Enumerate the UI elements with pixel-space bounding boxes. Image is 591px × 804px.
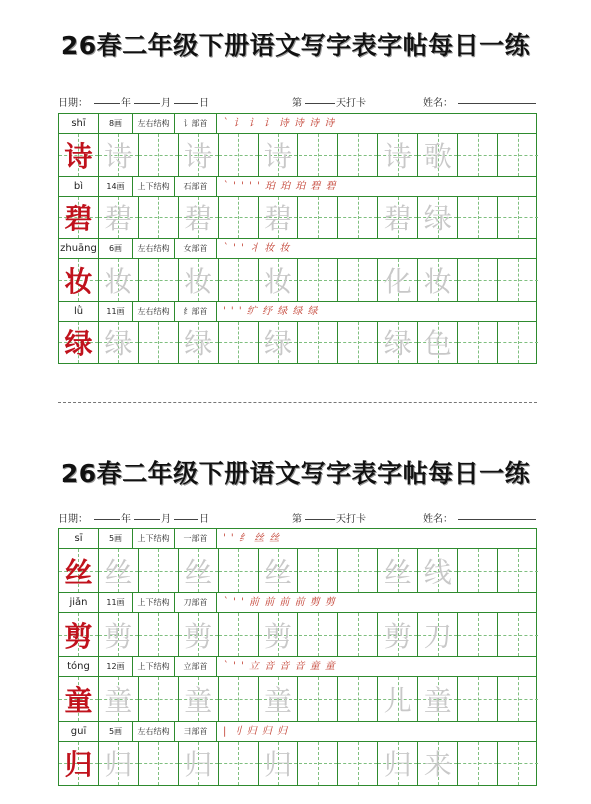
radical: 刀部首 — [175, 593, 217, 613]
date-label: 日期： — [58, 514, 88, 525]
practice-box[interactable] — [139, 197, 179, 239]
stroke-count: 12画 — [99, 657, 133, 677]
date-label: 日期： — [58, 98, 88, 109]
practice-box[interactable] — [259, 259, 299, 301]
model-character: 诗 — [64, 139, 93, 173]
header-fields — [58, 94, 538, 112]
model-box — [59, 259, 99, 301]
word-character: 归 — [383, 748, 412, 782]
pinyin: sī — [59, 529, 99, 549]
name-label: 姓名： — [423, 514, 453, 525]
practice-box[interactable] — [99, 322, 139, 364]
pinyin: shī — [59, 114, 99, 134]
practice-box[interactable] — [139, 259, 179, 301]
practice-box[interactable] — [179, 613, 219, 656]
model-box — [59, 613, 99, 656]
practice-box[interactable] — [139, 549, 179, 592]
practice-box[interactable] — [179, 677, 219, 720]
writing-row — [59, 259, 536, 302]
practice-box[interactable] — [378, 197, 418, 239]
practice-box[interactable] — [219, 134, 259, 176]
practice-box[interactable] — [378, 549, 418, 592]
structure: 上下结构 — [133, 657, 175, 677]
word-character: 歌 — [423, 139, 452, 173]
practice-box[interactable] — [498, 197, 538, 239]
practice-box[interactable] — [338, 322, 378, 364]
trace-character: 绿 — [104, 327, 133, 361]
model-character: 绿 — [64, 327, 93, 361]
practice-box[interactable] — [498, 613, 538, 656]
practice-box[interactable] — [179, 742, 219, 785]
word-character: 童 — [423, 683, 452, 717]
writing-row — [59, 197, 536, 240]
practice-box[interactable] — [99, 677, 139, 720]
radical: 纟部首 — [175, 302, 217, 322]
practice-box[interactable] — [299, 549, 339, 592]
stroke-order: ' ' ' 纩 纾 绿 绿 绿 — [223, 305, 319, 317]
practice-box[interactable] — [498, 549, 538, 592]
year-label: 年 — [121, 98, 131, 109]
stroke-count: 11画 — [99, 593, 133, 613]
practice-box[interactable] — [498, 134, 538, 176]
day-label: 日 — [199, 98, 209, 109]
radical: 讠部首 — [175, 114, 217, 134]
practice-box[interactable] — [219, 677, 259, 720]
character-block — [59, 593, 536, 657]
practice-box[interactable] — [299, 742, 339, 785]
worksheet-title: 26春二年级下册语文写字表字帖每日一练 — [60, 459, 531, 488]
practice-box[interactable] — [139, 677, 179, 720]
word-character: 绿 — [383, 327, 412, 361]
stroke-count: 11画 — [99, 302, 133, 322]
practice-box[interactable] — [259, 549, 299, 592]
word-character: 碧 — [383, 202, 412, 236]
practice-box[interactable] — [338, 197, 378, 239]
practice-box[interactable] — [378, 322, 418, 364]
practice-box[interactable] — [418, 613, 458, 656]
practice-box[interactable] — [99, 134, 139, 176]
stroke-order: ` 讠 讠 讠 诗 诗 诗 诗 — [223, 118, 336, 129]
writing-row — [59, 613, 536, 657]
name-label: 姓名： — [423, 98, 453, 109]
model-character: 剪 — [64, 619, 93, 653]
word-character: 来 — [423, 748, 452, 782]
pinyin: bì — [59, 177, 99, 197]
practice-box[interactable] — [458, 677, 498, 720]
character-info-row — [59, 302, 536, 322]
practice-box[interactable] — [338, 677, 378, 720]
trace-character: 妆 — [104, 264, 133, 298]
practice-box[interactable] — [498, 677, 538, 720]
model-character: 妆 — [64, 264, 93, 298]
writing-row — [59, 134, 536, 177]
month-label: 月 — [161, 98, 171, 109]
character-info-row — [59, 722, 536, 742]
practice-box[interactable] — [418, 134, 458, 176]
stroke-count: 5画 — [99, 529, 133, 549]
stroke-order: | 刂 归 归 归 — [223, 725, 289, 737]
stroke-count: 8画 — [99, 114, 133, 134]
practice-box[interactable] — [458, 549, 498, 592]
practice-box[interactable] — [299, 677, 339, 720]
practice-box[interactable] — [338, 742, 378, 785]
practice-box[interactable] — [99, 613, 139, 656]
trace-character: 诗 — [104, 139, 133, 173]
pinyin: zhuāng — [59, 239, 99, 259]
checkin-label: 天打卡 — [336, 98, 366, 109]
stroke-order: ` ' ' 立 音 音 音 童 童 — [223, 661, 336, 673]
practice-box[interactable] — [299, 613, 339, 656]
character-block — [59, 722, 536, 786]
word-character: 丝 — [383, 555, 412, 589]
practice-box[interactable] — [378, 134, 418, 176]
practice-box[interactable] — [418, 549, 458, 592]
trace-character: 丝 — [264, 555, 293, 589]
word-character: 儿 — [383, 683, 412, 717]
pinyin: lǜ — [59, 302, 99, 322]
character-info-row — [59, 239, 536, 259]
stroke-order: ` ' ' 前 前 前 前 剪 剪 — [223, 597, 336, 609]
pinyin: tóng — [59, 657, 99, 677]
structure: 左右结构 — [133, 239, 175, 259]
model-box — [59, 549, 99, 592]
radical: 立部首 — [175, 657, 217, 677]
practice-box[interactable] — [139, 742, 179, 785]
practice-box[interactable] — [458, 742, 498, 785]
practice-box[interactable] — [179, 197, 219, 239]
structure: 左右结构 — [133, 722, 175, 742]
model-character: 童 — [64, 683, 93, 717]
model-character: 归 — [64, 748, 93, 782]
practice-box[interactable] — [498, 259, 538, 301]
di-label: 第 — [292, 98, 302, 109]
trace-character: 童 — [184, 683, 213, 717]
practice-box[interactable] — [99, 549, 139, 592]
practice-box[interactable] — [458, 613, 498, 656]
trace-character: 诗 — [184, 139, 213, 173]
word-character: 妆 — [423, 264, 452, 298]
worksheet-title: 26春二年级下册语文写字表字帖每日一练 — [60, 31, 531, 60]
practice-box[interactable] — [99, 197, 139, 239]
checkin-label: 天打卡 — [336, 514, 366, 525]
practice-box[interactable] — [458, 322, 498, 364]
practice-box[interactable] — [418, 259, 458, 301]
header-fields — [58, 510, 538, 528]
trace-character: 归 — [184, 748, 213, 782]
word-character: 线 — [423, 555, 452, 589]
practice-box[interactable] — [259, 613, 299, 656]
practice-box[interactable] — [259, 197, 299, 239]
pinyin: guī — [59, 722, 99, 742]
character-block — [59, 302, 536, 365]
practice-box[interactable] — [458, 259, 498, 301]
stroke-count: 14画 — [99, 177, 133, 197]
stroke-order: ' ' 纟 丝 丝 — [223, 533, 281, 544]
practice-grid — [58, 113, 537, 364]
cut-line — [58, 402, 537, 403]
practice-box[interactable] — [99, 742, 139, 785]
character-info-row — [59, 593, 536, 613]
practice-box[interactable] — [179, 322, 219, 364]
character-info-row — [59, 114, 536, 134]
practice-box[interactable] — [99, 259, 139, 301]
practice-box[interactable] — [299, 197, 339, 239]
character-block — [59, 177, 536, 240]
trace-character: 碧 — [264, 202, 293, 236]
practice-box[interactable] — [219, 322, 259, 364]
character-block — [59, 239, 536, 302]
model-character: 碧 — [64, 202, 93, 236]
writing-row — [59, 742, 536, 786]
stroke-order: ` ' ' 丬 妆 妆 — [223, 243, 291, 254]
character-block — [59, 657, 536, 721]
character-info-row — [59, 657, 536, 677]
structure: 上下结构 — [133, 593, 175, 613]
day-label: 日 — [199, 514, 209, 525]
year-label: 年 — [121, 514, 131, 525]
practice-box[interactable] — [418, 742, 458, 785]
trace-character: 丝 — [184, 555, 213, 589]
word-character: 剪 — [383, 619, 412, 653]
model-box — [59, 677, 99, 720]
pinyin: jiǎn — [59, 593, 99, 613]
model-box — [59, 134, 99, 176]
practice-box[interactable] — [139, 134, 179, 176]
word-character: 诗 — [383, 139, 412, 173]
character-block — [59, 114, 536, 177]
structure: 上下结构 — [133, 177, 175, 197]
practice-box[interactable] — [219, 742, 259, 785]
practice-box[interactable] — [299, 134, 339, 176]
practice-box[interactable] — [378, 613, 418, 656]
trace-character: 绿 — [264, 327, 293, 361]
radical: 石部首 — [175, 177, 217, 197]
writing-row — [59, 549, 536, 593]
radical: 女部首 — [175, 239, 217, 259]
practice-box[interactable] — [219, 613, 259, 656]
month-label: 月 — [161, 514, 171, 525]
practice-box[interactable] — [338, 259, 378, 301]
trace-character: 归 — [264, 748, 293, 782]
model-character: 丝 — [64, 555, 93, 589]
trace-character: 妆 — [184, 264, 213, 298]
word-character: 色 — [423, 327, 452, 361]
practice-box[interactable] — [458, 197, 498, 239]
di-label: 第 — [292, 514, 302, 525]
writing-row — [59, 677, 536, 721]
practice-box[interactable] — [179, 549, 219, 592]
practice-box[interactable] — [498, 322, 538, 364]
practice-box[interactable] — [378, 259, 418, 301]
practice-box[interactable] — [338, 613, 378, 656]
model-box — [59, 742, 99, 785]
practice-box[interactable] — [338, 549, 378, 592]
radical: 彐部首 — [175, 722, 217, 742]
word-character: 绿 — [423, 202, 452, 236]
practice-box[interactable] — [219, 259, 259, 301]
trace-character: 丝 — [104, 555, 133, 589]
practice-box[interactable] — [299, 259, 339, 301]
trace-character: 诗 — [264, 139, 293, 173]
practice-box[interactable] — [378, 677, 418, 720]
practice-box[interactable] — [259, 134, 299, 176]
model-box — [59, 322, 99, 364]
practice-box[interactable] — [458, 134, 498, 176]
practice-box[interactable] — [139, 322, 179, 364]
character-info-row — [59, 177, 536, 197]
stroke-order: ` ' ' ' ' 珀 珀 珀 碧 碧 — [223, 180, 337, 192]
trace-character: 童 — [264, 683, 293, 717]
structure: 左右结构 — [133, 302, 175, 322]
practice-box[interactable] — [418, 677, 458, 720]
trace-character: 妆 — [264, 264, 293, 298]
practice-box[interactable] — [259, 322, 299, 364]
practice-box[interactable] — [418, 197, 458, 239]
practice-grid — [58, 528, 537, 786]
practice-box[interactable] — [259, 677, 299, 720]
practice-box[interactable] — [219, 197, 259, 239]
radical: 一部首 — [175, 529, 217, 549]
character-info-row — [59, 529, 536, 549]
stroke-count: 6画 — [99, 239, 133, 259]
writing-row — [59, 322, 536, 365]
character-block — [59, 529, 536, 593]
practice-box[interactable] — [418, 322, 458, 364]
structure: 左右结构 — [133, 114, 175, 134]
practice-box[interactable] — [179, 259, 219, 301]
trace-character: 碧 — [184, 202, 213, 236]
practice-box[interactable] — [378, 742, 418, 785]
word-character: 刀 — [423, 619, 452, 653]
model-box — [59, 197, 99, 239]
trace-character: 童 — [104, 683, 133, 717]
practice-box[interactable] — [338, 134, 378, 176]
trace-character: 剪 — [184, 619, 213, 653]
stroke-count: 5画 — [99, 722, 133, 742]
trace-character: 剪 — [264, 619, 293, 653]
trace-character: 碧 — [104, 202, 133, 236]
practice-box[interactable] — [179, 134, 219, 176]
trace-character: 归 — [104, 748, 133, 782]
structure: 上下结构 — [133, 529, 175, 549]
practice-box[interactable] — [259, 742, 299, 785]
practice-box[interactable] — [498, 742, 538, 785]
practice-box[interactable] — [299, 322, 339, 364]
trace-character: 绿 — [184, 327, 213, 361]
practice-box[interactable] — [219, 549, 259, 592]
trace-character: 剪 — [104, 619, 133, 653]
practice-box[interactable] — [139, 613, 179, 656]
word-character: 化 — [383, 264, 412, 298]
